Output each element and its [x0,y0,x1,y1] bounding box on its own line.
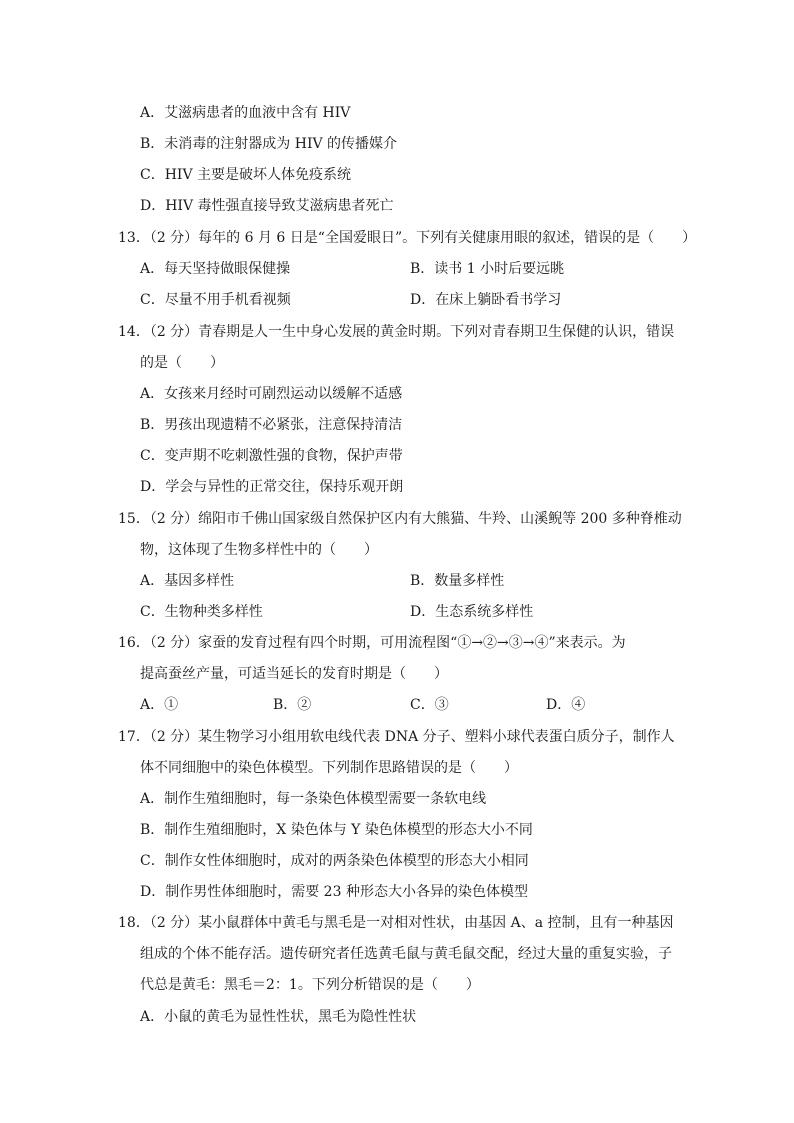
q17-stem-line1: 17．（2 分）某生物学习小组用软电线代表 DNA 分子、塑料小球代表蛋白质分子，制作人 [118,729,675,745]
q12-option-d: D．HIV 毒性强直接导致艾滋病患者死亡 [140,198,394,214]
q13-option-b: B．读书 1 小时后要远眺 [410,261,565,277]
q17-stem-line2: 体不同细胞中的染色体模型。下列制作思路错误的是（ ） [140,760,518,776]
q16-stem-line1: 16．（2 分）家蚕的发育过程有四个时期，可用流程图“①→②→③→④”来表示。为 [118,635,626,651]
q12-option-b: B．未消毒的注射器成为 HIV 的传播媒介 [140,136,398,152]
q15-stem-line2: 物，这体现了生物多样性中的（ ） [140,542,378,558]
q17-option-a: A．制作生殖细胞时，每一条染色体模型需要一条软电线 [140,791,487,807]
q16-stem-line2: 提高蚕丝产量，可适当延长的发育时期是（ ） [140,666,448,682]
q18-option-a: A．小鼠的黄毛为显性性状，黑毛为隐性性状 [140,1009,417,1025]
q17-option-d: D．制作男性体细胞时，需要 23 种形态大小各异的染色体模型 [140,884,528,900]
q13-stem: 13．（2 分）每年的 6 月 6 日是“全国爱眼日”。下列有关健康用眼的叙述，错误的是（ ） [118,230,697,246]
q18-stem-line2: 组成的个体不能存活。遗传研究者任选黄毛鼠与黄毛鼠交配，经过大量的重复实验，子 [140,946,672,962]
q16-option-c: C．③ [410,697,449,713]
q16-option-d: D．④ [546,697,586,713]
q13-option-c: C．尽量不用手机看视频 [140,292,291,308]
q13-option-d: D．在床上躺卧看书学习 [410,292,562,308]
q14-option-a: A．女孩来月经时可剧烈运动以缓解不适感 [140,386,403,402]
q17-option-b: B．制作生殖细胞时，X 染色体与 Y 染色体模型的形态大小不同 [140,822,533,838]
q15-option-a: A．基因多样性 [140,573,235,589]
q16-option-a: A．① [140,697,179,713]
q15-option-d: D．生态系统多样性 [410,604,534,620]
q14-stem-line2: 的是（ ） [140,355,224,371]
q15-stem-line1: 15．（2 分）绵阳市千佛山国家级自然保护区内有大熊猫、牛羚、山溪鲵等 200 多种脊椎动 [118,511,682,527]
q18-stem-line3: 代总是黄毛：黑毛＝2：1。下列分析错误的是（ ） [140,977,480,993]
q15-option-b: B．数量多样性 [410,573,505,589]
q14-stem-line1: 14．（2 分）青春期是人一生中身心发展的黄金时期。下列对青春期卫生保健的认识，错误 [118,324,675,340]
q14-option-b: B．男孩出现遗精不必紧张，注意保持清洁 [140,417,403,433]
q13-option-a: A．每天坚持做眼保健操 [140,261,291,277]
q14-option-d: D．学会与异性的正常交往，保持乐观开朗 [140,479,404,495]
q16-option-b: B．② [273,697,312,713]
q14-option-c: C．变声期不吃刺激性强的食物，保护声带 [140,448,403,464]
q18-stem-line1: 18．（2 分）某小鼠群体中黄毛与黑毛是一对相对性状，由基因 A、a 控制，且有一种基因 [118,915,674,931]
q17-option-c: C．制作女性体细胞时，成对的两条染色体模型的形态大小相同 [140,853,529,869]
q15-option-c: C．生物种类多样性 [140,604,263,620]
q12-option-c: C．HIV 主要是破坏人体免疫系统 [140,167,352,183]
q12-option-a: A．艾滋病患者的血液中含有 HIV [140,105,351,121]
